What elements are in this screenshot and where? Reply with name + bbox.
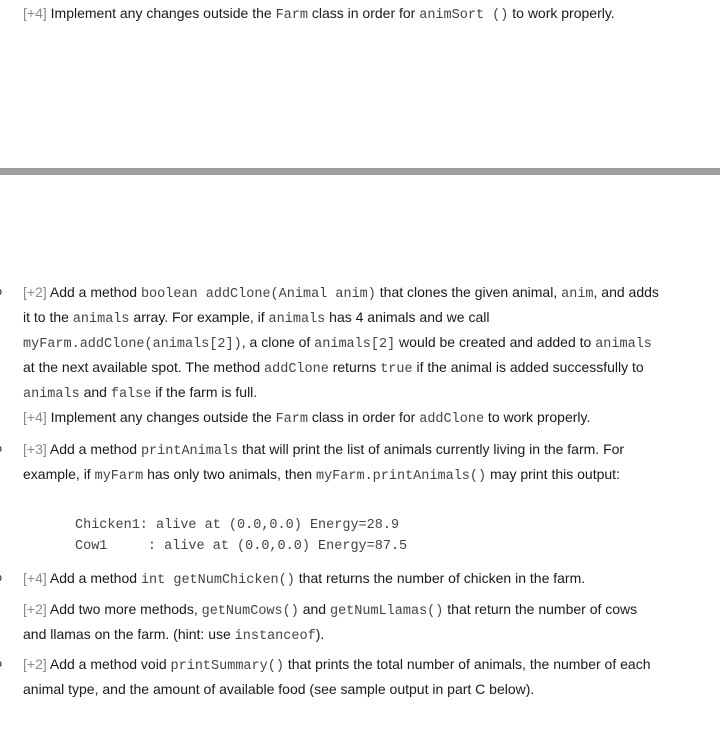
- output-line: Cow1 : alive at (0.0,0.0) Energy=87.5: [75, 539, 408, 554]
- bullet-icon: [0, 573, 6, 583]
- points-label: [+3]: [23, 441, 47, 457]
- bullet-icon: [0, 287, 6, 297]
- points-label: [+2]: [23, 284, 47, 300]
- code-farm: Farm: [275, 8, 308, 23]
- instruction-addclone-impl: [+4] Implement any changes outside the Farm class in order for addClone to work properly.: [23, 409, 591, 427]
- instruction-printsummary: [+2] Add a method void printSummary() that prints the total number of animals, the number of each animal type, and the amount of available food (see sample output in part C below).: [23, 656, 651, 697]
- points-label: [+2]: [23, 601, 47, 617]
- bullet-icon: [0, 659, 6, 669]
- points-label: [+4]: [23, 409, 47, 425]
- instruction-printanimals: [+3] Add a method printAnimals that will print the list of animals currently living in the farm. For example, if myFarm has only two animals, then myFarm.printAnimals() may print this output:: [23, 441, 625, 484]
- points-label: [+2]: [23, 656, 47, 672]
- points-label: [+4]: [23, 5, 47, 21]
- points-label: [+4]: [23, 570, 47, 586]
- code-animsort: animSort (): [419, 8, 509, 23]
- sample-output: [75, 515, 407, 557]
- instruction-getnumchicken: [+4] Add a method int getNumChicken() that returns the number of chicken in the farm.: [23, 570, 586, 588]
- section-divider: [0, 168, 720, 175]
- output-line: Chicken1: alive at (0.0,0.0) Energy=28.9: [75, 518, 400, 533]
- instruction-getnumcows: [+2] Add two more methods, getNumCows() and getNumLlamas() that return the number of cows and llamas on the farm. (hint: use instanceof).: [23, 601, 638, 644]
- instruction-addclone: [+2] Add a method boolean addClone(Animal anim) that clones the given animal, anim, and adds it to the animals array. For example, if animals has 4 animals and we call myFarm.addClone(animals[2]), a clone of animals[2] would be created and added to animals at the next available spot. The method addClone returns true if the animal is added successfully to animals and false if the farm is full.: [23, 284, 659, 402]
- bullet-icon: [0, 444, 6, 454]
- instruction-animsort: [+4] Implement any changes outside the Farm class in order for animSort () to work properly.: [23, 5, 615, 23]
